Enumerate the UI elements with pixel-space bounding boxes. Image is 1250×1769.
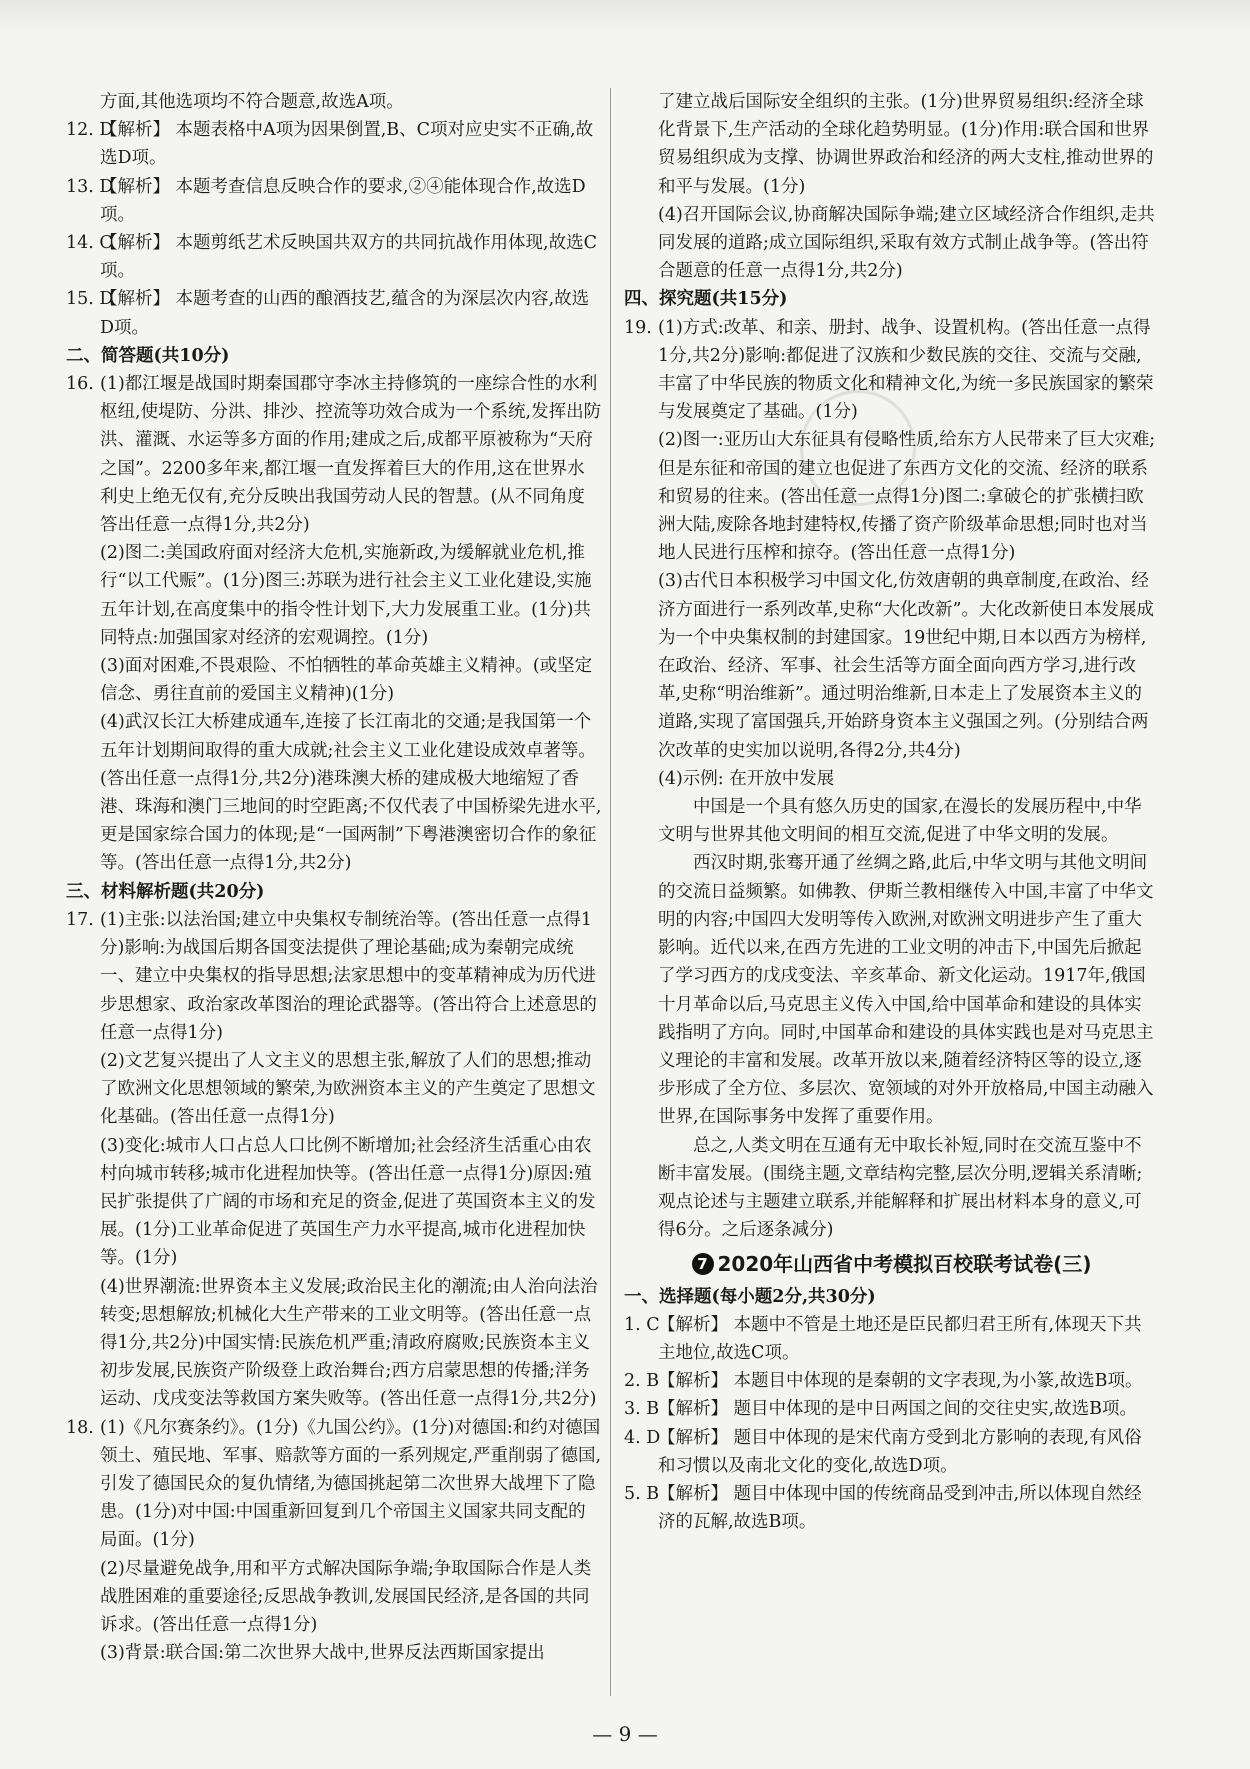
essay-paragraph: 西汉时期,张骞开通了丝绸之路,此后,中华文明与其他文明间的交流日益频繁。如佛教、伊斯兰教相继传入中国,丰富了中华文明的内容;中国四大发明等传入欧洲,对欧洲文明进步产生了重大影响。近代以来,在西方先进的工业文明的冲击下,中国先后掀起了学习西方的戊戌变法、辛亥革命、新文化运动。1917年,俄国十月革命以后,马克思主义传入中国,给中国革命和建设的具体实践指明了方向。同时,中国革命和建设的具体实践也是对马克思主义理论的丰富和发展。改革开放以来,随着经济特区等的设立,逐步形成了全方位、多层次、宽领域的对外开放格局,中国主动融入世界,在国际事务中发挥了重要作用。 xyxy=(658,853,1154,1128)
answer-text: 【解析】 本题中不管是土地还是臣民都归君王所有,体现天下共主地位,故选C项。 xyxy=(658,1314,1142,1363)
answer-number: 2. B xyxy=(624,1371,660,1392)
page-number-value: 9 xyxy=(618,1722,632,1746)
answer-number: 15. D xyxy=(66,289,114,310)
continued-text: 方面,其他选项均不符合题意,故选A项。 xyxy=(100,92,404,112)
answer-text: 【解析】 题目中体现的是中日两国之间的交往史实,故选B项。 xyxy=(658,1399,1137,1420)
answer-item xyxy=(624,1480,1159,1536)
answer-text: (1)方式:改革、和亲、册封、战争、设置机构。(答出任意一点得1分,共2分)影响:都促进了汉族和少数民族的交往、交流与交融,丰富了中华民族的物质文化和精神文化,为统一多民族国家的繁荣与发展奠定了基础。(1分) xyxy=(658,317,1154,423)
answer-text: (1)都江堰是战国时期秦国郡守李冰主持修筑的一座综合性的水利枢纽,使堤防、分洪、排沙、控流等功效合成为一个系统,发挥出防洪、灌溉、水运等多方面的作用;建成之后,成都平原被称为“天府之国”。2200多年来,都江堰一直发挥着巨大的作用,这在世界水利史上绝无仅有,充分反映出我国劳动人民的智慧。(从不同角度答出任意一点得1分,共2分) xyxy=(100,374,602,536)
right-column xyxy=(624,88,1159,1536)
answer-text: 【解析】 本题表格中A项为因果倒置,B、C项对应史实不正确,故选D项。 xyxy=(100,120,594,169)
answer-text: 【解析】 题目中体现的是宋代南方受到北方影响的表现,有风俗和习惯以及南北文化的变化,故选D项。 xyxy=(658,1427,1142,1476)
answer-text: 【解析】 本题剪纸艺术反映国共双方的共同抗战作用体现,故选C项。 xyxy=(100,233,598,282)
answer-subpart: (4)召开国际会议,协商解决国际争端;建立区域经济合作组织,走共同发展的道路;成立国际组织,采取有效方式制止战争等。(答出符合题意的任意一点得1分,共2分) xyxy=(658,204,1155,282)
answer-text: 【解析】 本题考查信息反映合作的要求,②④能体现合作,故选D项。 xyxy=(100,176,586,225)
answer-item xyxy=(624,1367,1159,1395)
answer-subpart: (2)图一:亚历山大东征具有侵略性质,给东方人民带来了巨大灾难;但是东征和帝国的建立也促进了东西方文化的交流、经济的联系和贸易的往来。(答出任意一点得1分)图二:拿破仑的扩张横扫欧洲大陆,废除各地封建特权,传播了资产阶级革命思想;同时也对当地人民进行压榨和掠夺。(答出任意一点得1分) xyxy=(658,430,1156,564)
answer-text: 【解析】 本题考查的山西的酿酒技艺,蕴含的为深层次内容,故选D项。 xyxy=(100,289,590,338)
answer-number: 18. xyxy=(66,1417,94,1438)
answer-number: 12. D xyxy=(66,120,114,141)
answer-subpart: (4)世界潮流:世界资本主义发展;政治民主化的潮流;由人治向法治转变;思想解放;机械化大生产带来的工业文明等。(答出任意一点得1分,共2分)中国实情:民族危机严重;清政府腐败;民族资本主义初步发展,民族资产阶级登上政治舞台;西方启蒙思想的传播;洋务运动、戊戌变法等救国方案失败等。(答出任意一点得1分,共2分) xyxy=(100,1276,598,1410)
answer-text: 【解析】 题目中体现中国的传统商品受到冲击,所以体现自然经济的瓦解,故选B项。 xyxy=(658,1483,1142,1533)
section-heading: 三、材料解析题(共20分) xyxy=(66,881,265,902)
answer-number: 13. D xyxy=(66,176,114,197)
answer-item xyxy=(66,116,602,172)
answer-number: 3. B xyxy=(624,1399,660,1420)
left-column xyxy=(66,88,602,1667)
essay-paragraph: 中国是一个具有悠久历史的国家,在漫长的发展历程中,中华文明与世界其他文明间的相互交流,促进了中华文明的发展。 xyxy=(658,797,1142,846)
answer-item xyxy=(66,229,602,285)
section-heading: 二、简答题(共10分) xyxy=(66,345,230,366)
answer-item xyxy=(66,285,602,341)
answer-number: 19. xyxy=(624,317,652,338)
answer-item xyxy=(624,1424,1159,1480)
continued-text: 了建立战后国际安全组织的主张。(1分)世界贸易组织:经济全球化背景下,生产活动的全球化趋势明显。(1分)作用:联合国和世界贸易组织成为支撑、协调世界政治和经济的两大支柱,推动世界的和平与发展。(1分) xyxy=(658,92,1154,197)
essay-paragraph: 总之,人类文明在互通有无中取长补短,同时在交流互鉴中不断丰富发展。(围绕主题,文章结构完整,层次分明,逻辑关系清晰;观点论述与主题建立联系,并能解释和扩展出材料本身的意义,可得6分。之后逐条减分) xyxy=(658,1135,1143,1241)
answer-item xyxy=(66,906,602,1047)
answer-item xyxy=(624,1395,1159,1423)
answer-subpart: (2)文艺复兴提出了人文主义的思想主张,解放了人们的思想;推动了欧洲文化思想领域的繁荣,为欧洲资本主义的产生奠定了思想文化基础。(答出任意一点得1分) xyxy=(100,1050,596,1128)
answer-subpart: (2)尽量避免战争,用和平方式解决国际争端;争取国际合作是人类战胜困难的重要途径;反思战争教训,发展国民经济,是各国的共同诉求。(答出任意一点得1分) xyxy=(100,1558,592,1635)
answer-subpart: (3)背景:联合国:第二次世界大战中,世界反法西斯国家提出 xyxy=(100,1643,545,1664)
answer-subpart: (4)武汉长江大桥建成通车,连接了长江南北的交通;是我国第一个五年计划期间取得的重大成就;社会主义工业化建设成效卓著等。(答出任意一点得1分,共2分)港珠澳大桥的建成极大地缩短了香港、珠海和澳门三地间的时空距离;不仅代表了中国桥梁先进水平,更是国家综合国力的体现;是“一国两制”下粤港澳密切合作的象征等。(答出任意一点得1分,共2分) xyxy=(100,712,602,874)
section-heading: 一、选择题(每小题2分,共30分) xyxy=(624,1286,876,1307)
exam-section-title xyxy=(624,1250,1159,1278)
answer-item xyxy=(624,1311,1159,1367)
answer-text: (1)《凡尔赛条约》。(1分)《九国公约》。(1分)对德国:和约对德国领土、殖民地、军事、赔款等方面的一系列规定,严重削弱了德国,引发了德国民众的复仇情绪,为德国挑起第二次世界大战埋下了隐患。(1分)对中国:中国重新回复到几个帝国主义国家共同支配的局面。(1分) xyxy=(100,1417,602,1551)
answer-text: (1)主张:以法治国;建立中央集权专制统治等。(答出任意一点得1分)影响:为战国后期各国变法提供了理论基础;成为秦朝完成统一、建立中央集权的指导思想;法家思想中的变革精神成为历代进步思想家、政治家改革图治的理论武器等。(答出符合上述意思的任意一点得1分) xyxy=(100,909,597,1043)
answer-number: 17. xyxy=(66,909,94,930)
answer-item xyxy=(66,173,602,229)
answer-item xyxy=(624,314,1159,427)
section-title-text: 2020年山西省中考模拟百校联考试卷(三) xyxy=(717,1252,1092,1277)
column-divider xyxy=(610,88,611,1696)
answer-subpart: (4)示例: 在开放中发展 xyxy=(658,768,835,789)
answer-number: 4. D xyxy=(624,1427,661,1448)
answer-item xyxy=(66,1414,602,1555)
page-number: — 9 — xyxy=(592,1722,658,1746)
answer-number: 14. C xyxy=(66,233,113,254)
answer-subpart: (2)图二:美国政府面对经济大危机,实施新政,为缓解就业危机,推行“以工代赈”。(1分)图三:苏联为进行社会主义工业化建设,实施五年计划,在高度集中的指令性计划下,大力发展重工业。(1分)共同特点:加强国家对经济的宏观调控。(1分) xyxy=(100,543,592,648)
section-heading: 四、探究题(共15分) xyxy=(624,289,788,310)
answer-subpart: (3)变化:城市人口占总人口比例不断增加;社会经济生活重心由农村向城市转移;城市化进程加快等。(答出任意一点得1分)原因:殖民扩张提供了广阔的市场和充足的资金,促进了英国资本主义的发展。(1分)工业革命促进了英国生产力水平提高,城市化进程加快等。(1分) xyxy=(100,1135,596,1269)
answer-number: 1. C xyxy=(624,1314,660,1335)
answer-subpart: (3)古代日本积极学习中国文化,仿效唐朝的典章制度,在政治、经济方面进行一系列改革,史称“大化改新”。大化改新使日本发展成为一个中央集权制的封建国家。19世纪中期,日本以西方为榜样,在政治、经济、军事、社会生活等方面全面向西方学习,进行改革,史称“明治维新”。通过明治维新,日本走上了发展资本主义的道路,实现了富国强兵,开始跻身资本主义强国之列。(分别结合两次改革的史实加以说明,各得2分,共4分) xyxy=(658,571,1154,761)
answer-number: 5. B xyxy=(624,1483,660,1504)
section-number-badge: 7 xyxy=(692,1253,714,1275)
scan-top-band xyxy=(0,0,1250,34)
right-column-body xyxy=(624,88,1159,1244)
answer-number: 16. xyxy=(66,374,94,395)
answer-subpart: (3)面对困难,不畏艰险、不怕牺牲的革命英雄主义精神。(或坚定信念、勇往直前的爱国主义精神)(1分) xyxy=(100,656,593,705)
answer-text: 【解析】 本题目中体现的是秦朝的文字表现,为小篆,故选B项。 xyxy=(658,1371,1143,1392)
answer-item xyxy=(66,370,602,539)
right-column-answers xyxy=(624,1283,1159,1537)
